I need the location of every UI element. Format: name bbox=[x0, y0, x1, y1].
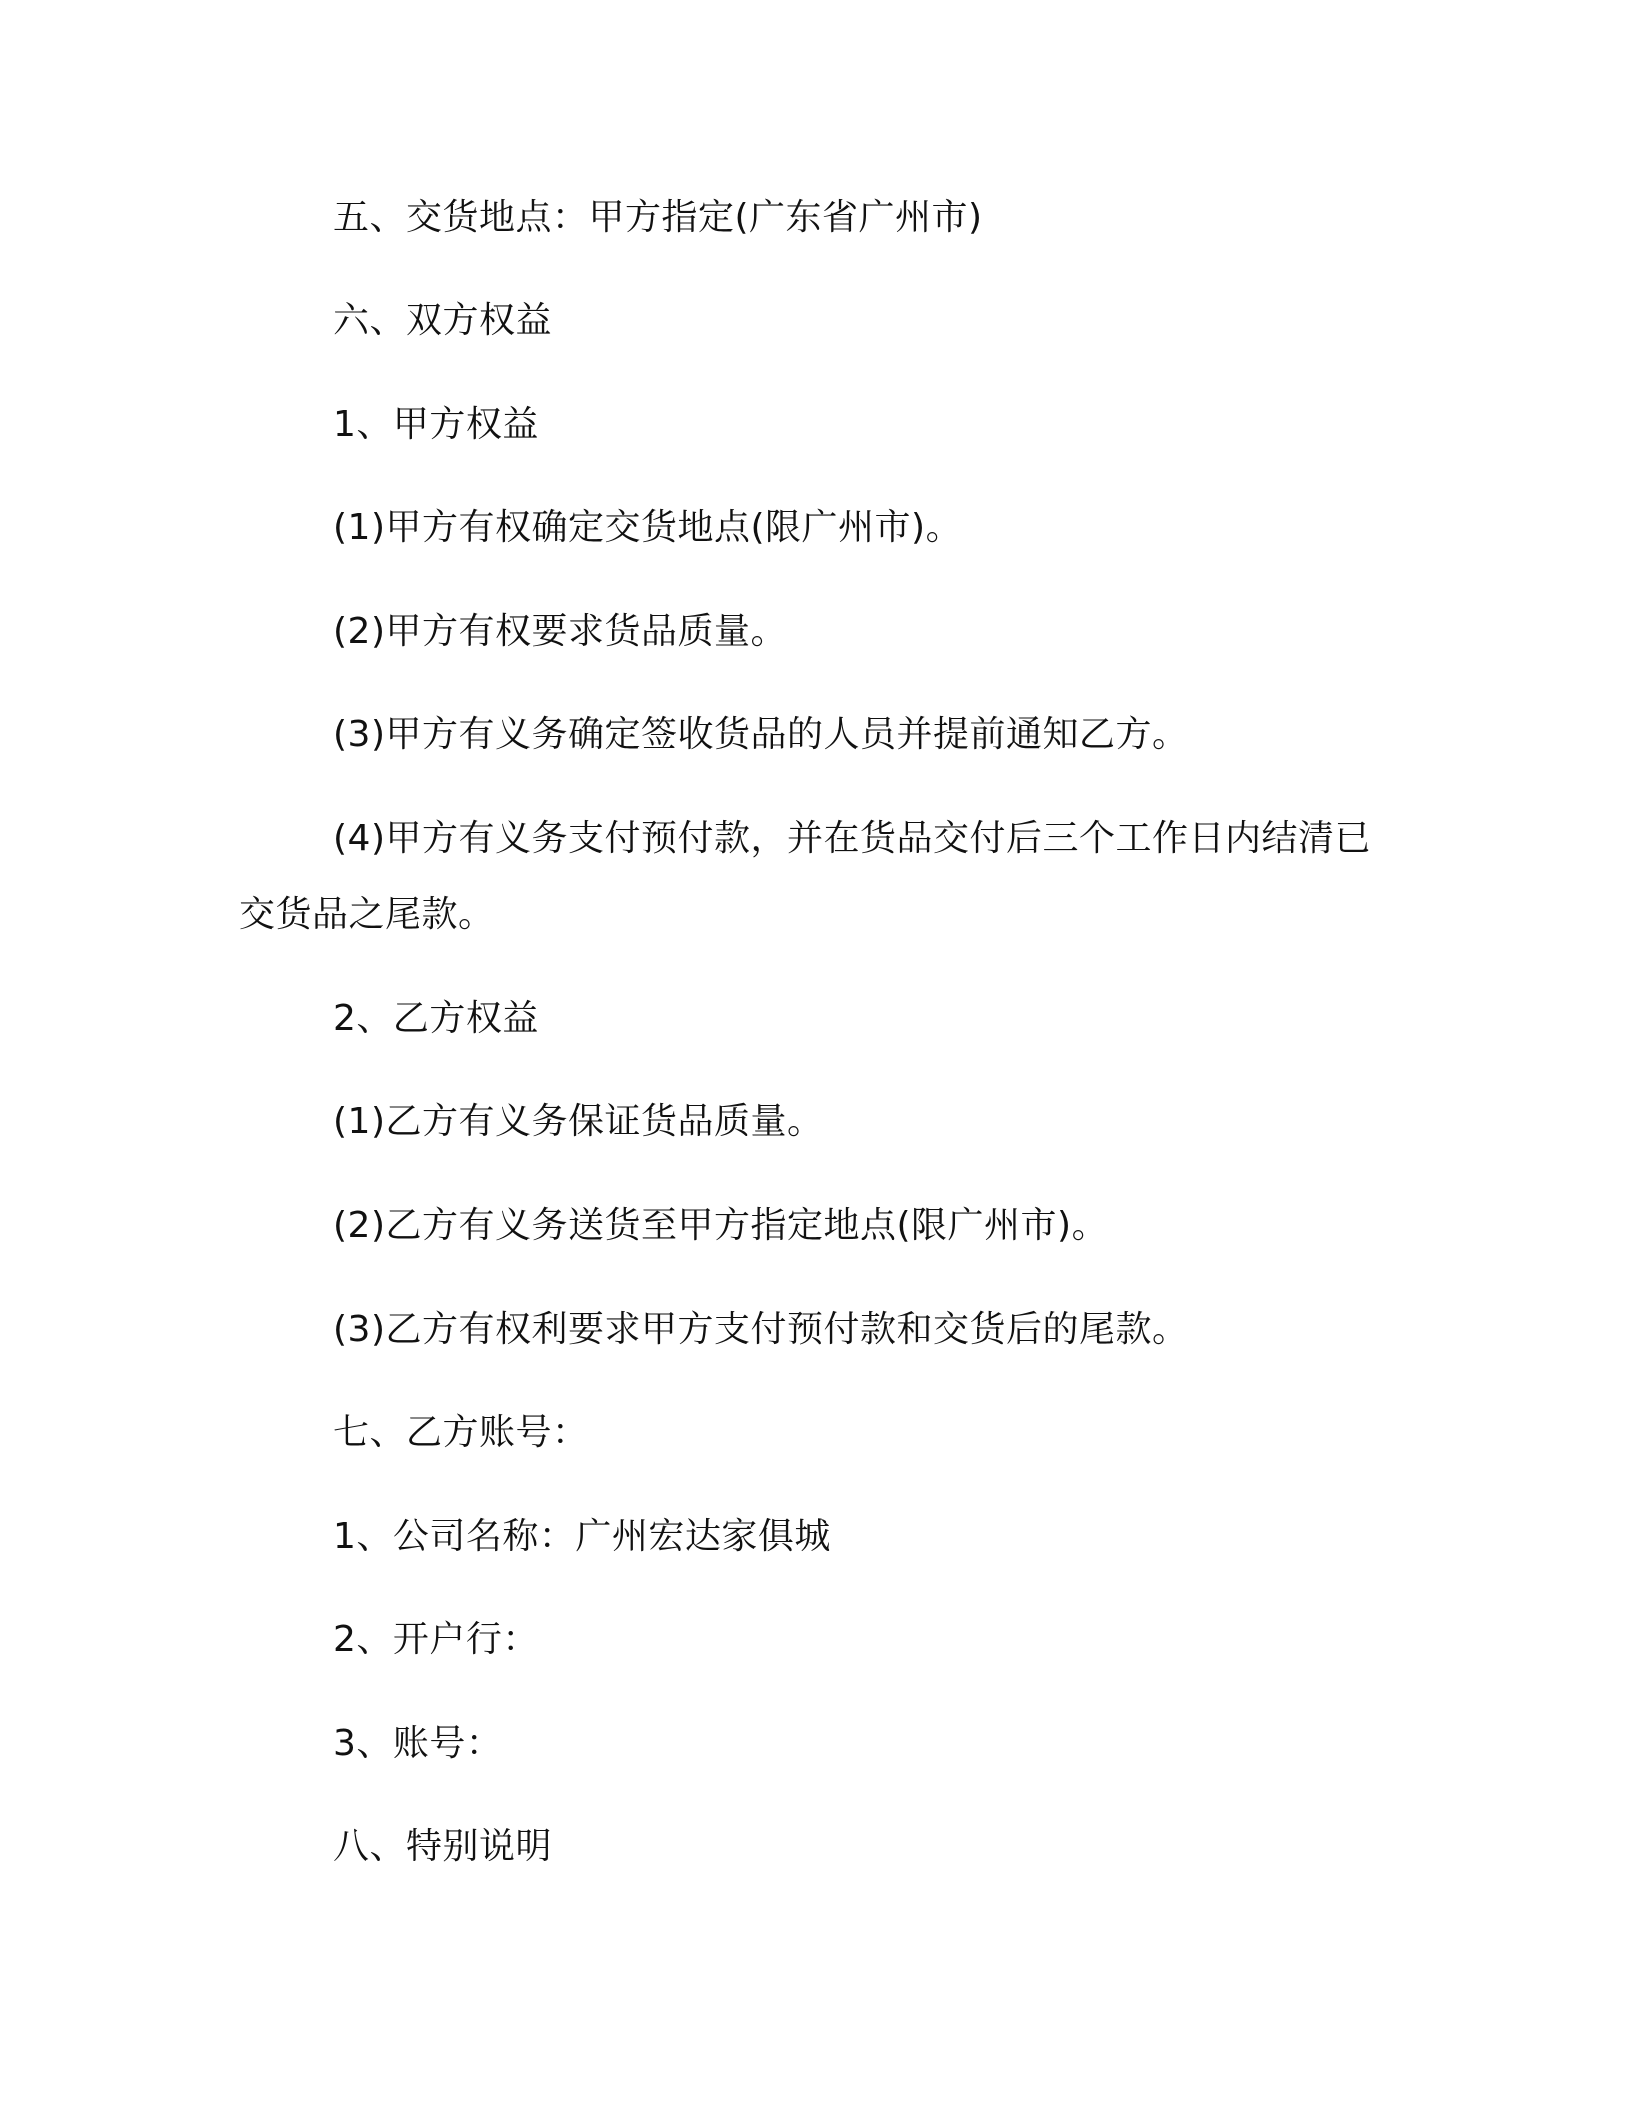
account-bank: 2、开户行： bbox=[333, 1619, 539, 1660]
party-a-item-2: (2)甲方有权要求货品质量。 bbox=[333, 611, 787, 652]
party-a-rights-heading: 1、甲方权益 bbox=[333, 404, 539, 445]
section-5-delivery-location: 五、交货地点：甲方指定(广东省广州市) bbox=[333, 197, 983, 238]
account-company-name: 1、公司名称：广州宏达家俱城 bbox=[333, 1516, 831, 1557]
party-b-item-3: (3)乙方有权利要求甲方支付预付款和交货后的尾款。 bbox=[333, 1309, 1189, 1350]
section-7-heading: 七、乙方账号： bbox=[333, 1412, 589, 1453]
section-6-heading: 六、双方权益 bbox=[333, 300, 553, 341]
party-b-item-2: (2)乙方有义务送货至甲方指定地点(限广州市)。 bbox=[333, 1205, 1109, 1246]
party-a-item-4: (4)甲方有义务支付预付款，并在货品交付后三个工作日内结清已 bbox=[333, 818, 1371, 859]
party-b-item-1: (1)乙方有义务保证货品质量。 bbox=[333, 1101, 824, 1142]
party-b-rights-heading: 2、乙方权益 bbox=[333, 998, 539, 1039]
section-8-heading: 八、特别说明 bbox=[333, 1826, 553, 1867]
party-a-item-1: (1)甲方有权确定交货地点(限广州市)。 bbox=[333, 507, 963, 548]
party-a-item-3: (3)甲方有义务确定签收货品的人员并提前通知乙方。 bbox=[333, 714, 1189, 755]
party-a-item-4-continued: 交货品之尾款。 bbox=[239, 894, 495, 935]
account-number: 3、账号： bbox=[333, 1723, 503, 1764]
